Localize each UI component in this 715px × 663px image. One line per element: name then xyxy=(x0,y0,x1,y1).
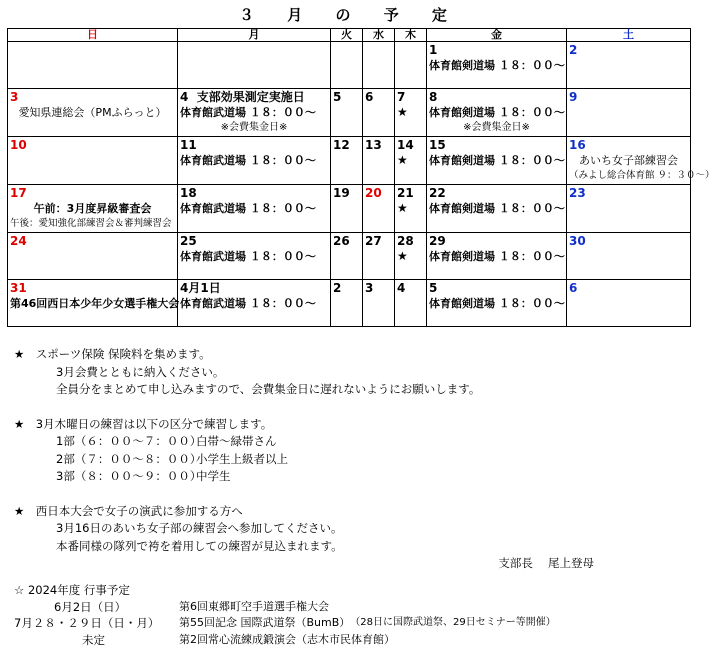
day-number: 10 xyxy=(10,138,27,152)
star-icon: ★ xyxy=(397,153,408,167)
event-line: 支部効果測定実施日 xyxy=(196,90,305,104)
day-number: 30 xyxy=(569,234,586,248)
week-row xyxy=(8,185,691,233)
fee-note: ※会費集金日※ xyxy=(463,122,530,133)
weekday-fri: 金 xyxy=(427,29,567,42)
day-number: 28 xyxy=(397,234,414,248)
day-number: 15 xyxy=(429,138,446,152)
weekday-mon: 月 xyxy=(178,29,331,42)
day-cell-sun xyxy=(8,185,178,233)
day-cell-fri xyxy=(427,233,567,280)
day-number: 6 xyxy=(569,281,578,295)
event-location: （みよし総合体育館 ９：３０〜） xyxy=(569,170,715,181)
day-number: 16 xyxy=(569,138,586,152)
schedule-row xyxy=(14,451,694,469)
practice-line: 体育館武道場 １８：００〜 xyxy=(180,250,316,263)
day-number: 5 xyxy=(333,90,342,104)
practice-line: 体育館武道場 １８：００〜 xyxy=(180,297,316,310)
event-row xyxy=(14,599,694,616)
event-date: 未定 xyxy=(82,632,105,647)
practice-line: 体育館剣道場 １８：００〜 xyxy=(429,59,565,72)
notes-section xyxy=(14,346,694,573)
day-number: 5 xyxy=(429,281,438,295)
day-cell-mon xyxy=(178,42,331,89)
day-cell-mon xyxy=(178,89,331,137)
day-number: 1 xyxy=(429,43,438,57)
event-line: 午前：3月度昇級審査会 xyxy=(33,202,152,215)
day-cell-tue xyxy=(331,233,363,280)
day-cell-fri xyxy=(427,89,567,137)
day-cell-thu xyxy=(395,42,427,89)
day-cell-tue xyxy=(331,185,363,233)
note-line: 3月16日のあいち女子部の練習会へ参加してください。 xyxy=(56,521,343,535)
day-cell-tue xyxy=(331,137,363,185)
day-number: 31 xyxy=(10,281,27,295)
weekday-wed: 水 xyxy=(363,29,395,42)
day-cell-wed xyxy=(363,89,395,137)
schedule-row xyxy=(14,468,694,486)
day-number: 21 xyxy=(397,186,414,200)
day-number: 24 xyxy=(10,234,27,248)
practice-line: 体育館剣道場 １８：００〜 xyxy=(429,297,565,310)
day-cell-wed xyxy=(363,42,395,89)
day-number: 4 xyxy=(180,90,189,104)
time-slot: 3部（８：００〜９：００） xyxy=(56,469,202,483)
events-heading: ☆ 2024年度 行事予定 xyxy=(14,583,130,597)
practice-line: 体育館剣道場 １８：００〜 xyxy=(429,106,565,119)
event-date: 7月２８・２９日（日・月） xyxy=(14,616,160,630)
day-number: 20 xyxy=(365,186,382,200)
day-number: 18 xyxy=(180,186,197,200)
day-cell-sun xyxy=(8,137,178,185)
day-number: 7 xyxy=(397,90,406,104)
event-date: 6月2日（日） xyxy=(54,599,127,614)
weekday-header-row xyxy=(8,29,691,42)
event-line: あいち女子部練習会 xyxy=(579,154,678,167)
week-row xyxy=(8,89,691,137)
day-cell-fri xyxy=(427,280,567,327)
event-row xyxy=(14,615,694,632)
week-row xyxy=(8,233,691,280)
page-title: ３ 月 の 予 定 xyxy=(239,6,461,24)
day-number: 26 xyxy=(333,234,350,248)
week-row xyxy=(8,137,691,185)
day-number: 17 xyxy=(10,186,27,200)
weekday-sun: 日 xyxy=(8,29,178,42)
day-number: 25 xyxy=(180,234,197,248)
day-cell-tue xyxy=(331,89,363,137)
day-cell-fri xyxy=(427,137,567,185)
star-icon: ★ xyxy=(397,249,408,263)
day-number: 2 xyxy=(333,281,342,295)
day-cell-tue xyxy=(331,280,363,327)
practice-line: 体育館剣道場 １８：００〜 xyxy=(429,202,565,215)
day-cell-wed xyxy=(363,233,395,280)
day-cell-tue xyxy=(331,42,363,89)
practice-line: 体育館武道場 １８：００〜 xyxy=(180,106,316,119)
time-slot: 1部（６：００〜７：００） xyxy=(56,434,202,448)
day-number: 29 xyxy=(429,234,446,248)
day-cell-fri xyxy=(427,185,567,233)
calendar-table xyxy=(7,28,715,327)
fee-note: ※会費集金日※ xyxy=(220,122,288,133)
weekday-thu: 木 xyxy=(395,29,427,42)
day-number: 11 xyxy=(180,138,197,152)
day-number: 3 xyxy=(10,90,19,104)
day-cell-mon xyxy=(178,185,331,233)
note-line: 本番同様の隊列で袴を着用しての練習が見込まれます。 xyxy=(56,538,343,553)
event-name: 第55回記念 国際武道祭（BumB） xyxy=(179,616,351,629)
event-line: 第46回西日本少年少女選手権大会 xyxy=(10,297,180,310)
day-number: 22 xyxy=(429,186,446,200)
note-heading: ★ 3月木曜日の練習は以下の区分で練習します。 xyxy=(14,416,273,431)
day-number: 9 xyxy=(569,90,578,104)
signature: 支部長 尾上登母 xyxy=(498,556,594,570)
day-cell-sat xyxy=(567,233,691,280)
day-number: 3 xyxy=(365,281,374,295)
day-cell-sun xyxy=(8,42,178,89)
schedule-row xyxy=(14,433,694,451)
day-cell-sat xyxy=(567,89,691,137)
group-label: 中学生 xyxy=(196,469,231,483)
note-line: 3月会費とともに納入ください。 xyxy=(56,364,225,379)
day-cell-thu xyxy=(395,89,427,137)
weekday-tue: 火 xyxy=(331,29,363,42)
day-cell-sat xyxy=(567,185,691,233)
day-number: 19 xyxy=(333,186,350,200)
event-line: 愛知県連総会（PMふらっと） xyxy=(18,106,167,119)
event-name: 第6回東郷町空手道選手権大会 xyxy=(179,599,329,613)
day-number: 13 xyxy=(365,138,382,152)
day-cell-fri xyxy=(427,42,567,89)
day-cell-sat xyxy=(567,137,715,185)
group-label: 白帯〜緑帯さん xyxy=(196,434,277,448)
day-cell-sun xyxy=(8,233,178,280)
day-number: 14 xyxy=(397,138,414,152)
annual-events-section xyxy=(14,582,694,648)
practice-line: 体育館武道場 １８：００〜 xyxy=(180,202,316,215)
day-cell-mon xyxy=(178,137,331,185)
event-row xyxy=(14,632,694,649)
day-cell-sat xyxy=(567,42,691,89)
day-cell-thu xyxy=(395,280,427,327)
day-number: 4 xyxy=(397,281,406,295)
day-cell-sun xyxy=(8,280,178,327)
day-cell-wed xyxy=(363,137,395,185)
day-number: 6 xyxy=(365,90,374,104)
week-row xyxy=(8,280,691,327)
time-slot: 2部（７：００〜８：００） xyxy=(56,451,202,466)
weekday-sat: 土 xyxy=(567,29,691,42)
practice-line: 体育館剣道場 １８：００〜 xyxy=(429,250,565,263)
event-note: （28日に国際武道祭、29日セミナー等開催） xyxy=(350,617,556,628)
practice-line: 体育館剣道場 １８：００〜 xyxy=(429,154,565,167)
day-cell-sun xyxy=(8,89,178,137)
day-cell-mon xyxy=(178,233,331,280)
day-number: 8 xyxy=(429,90,438,104)
day-cell-mon xyxy=(178,280,331,327)
note-heading: ★ 西日本大会で女子の演武に参加する方へ xyxy=(14,503,243,518)
day-number: 4月1日 xyxy=(180,281,221,295)
day-cell-thu xyxy=(395,185,427,233)
day-number: 23 xyxy=(569,186,586,200)
day-number: 2 xyxy=(569,43,578,57)
day-cell-wed xyxy=(363,185,395,233)
day-cell-thu xyxy=(395,233,427,280)
day-cell-thu xyxy=(395,137,427,185)
group-label: 小学生上級者以上 xyxy=(196,451,288,466)
practice-line: 体育館武道場 １８：００〜 xyxy=(180,154,316,167)
star-icon: ★ xyxy=(397,105,408,119)
event-name: 第2回常心流練成鍛演会（志木市民体育館） xyxy=(179,632,395,646)
day-number: 12 xyxy=(333,138,350,152)
note-line: 全員分をまとめて申し込みますので、会費集金日に遅れないようにお願いします。 xyxy=(56,382,481,396)
day-number: 27 xyxy=(365,234,382,248)
day-cell-wed xyxy=(363,280,395,327)
day-cell-sat xyxy=(567,280,691,327)
note-heading: ★ スポーツ保険 保険料を集めます。 xyxy=(14,347,211,361)
star-icon: ★ xyxy=(397,201,408,215)
event-line: 午後：愛知強化部練習会＆審判練習会 xyxy=(10,218,172,229)
week-row xyxy=(8,42,691,89)
